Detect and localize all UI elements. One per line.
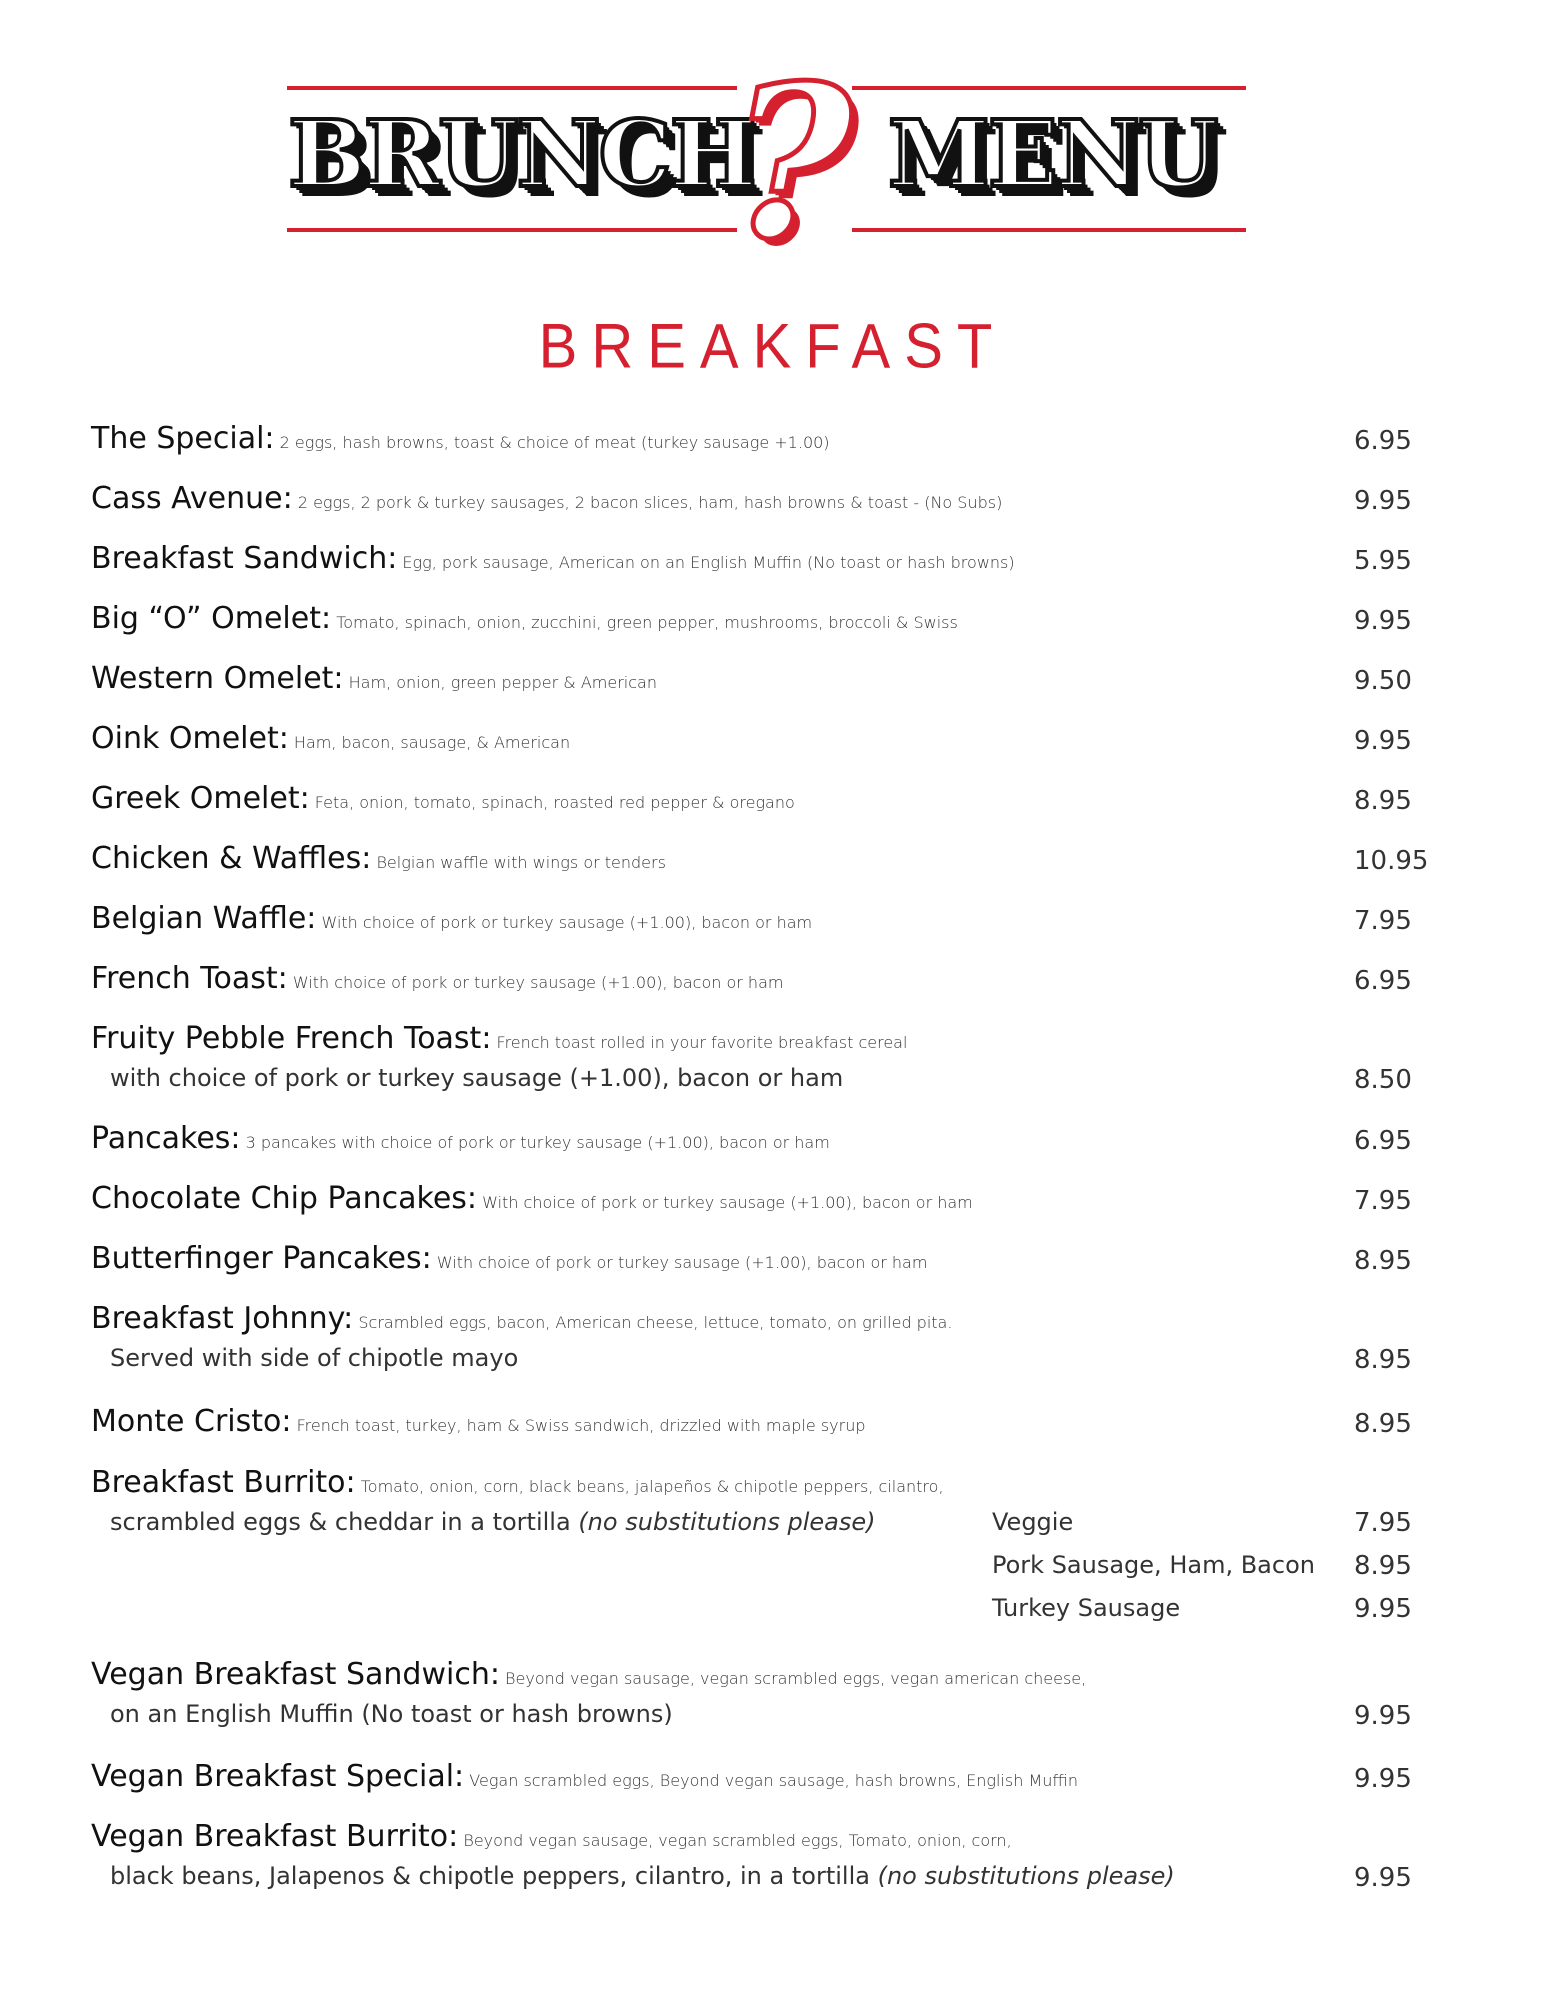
item-description: Beyond vegan sausage, vegan scrambled eggs, vegan american cheese, (505, 1669, 1087, 1688)
item-description: Scrambled eggs, bacon, American cheese, lettuce, tomato, on grilled pita. (358, 1313, 953, 1332)
item-price: 6.95 (1354, 1126, 1412, 1156)
item-name: Belgian Waffle: (91, 901, 317, 936)
item-name: French Toast: (91, 961, 288, 996)
item-price: 6.95 (1354, 426, 1412, 456)
item-name: Vegan Breakfast Special: (91, 1759, 465, 1794)
item-description: 2 eggs, 2 pork & turkey sausages, 2 bacon slices, ham, hash browns & toast - (No Subs) (297, 493, 1003, 512)
item-price: 9.50 (1354, 666, 1412, 696)
item-price: 6.95 (1354, 966, 1412, 996)
item-description-continued (110, 1864, 1175, 1888)
brand-left-word: BRUNCH (288, 100, 755, 208)
menu-item (91, 1181, 1431, 1216)
menu-item (91, 1241, 1431, 1276)
item-description: With choice of pork or turkey sausage (+1.00), bacon or ham (321, 913, 813, 932)
item-description: Tomato, spinach, onion, zucchini, green pepper, mushrooms, broccoli & Swiss (336, 613, 958, 632)
menu-item (91, 1301, 1431, 1375)
item-price: 5.95 (1354, 546, 1412, 576)
item-name: Chicken & Waffles: (91, 841, 372, 876)
item-description: Ham, onion, green pepper & American (348, 673, 657, 692)
item-description: Belgian waffle with wings or tenders (376, 853, 666, 872)
menu-item (91, 601, 1431, 636)
menu-item (91, 721, 1431, 756)
option-price: 9.95 (1354, 1594, 1412, 1624)
item-description: 3 pancakes with choice of pork or turkey sausage (+1.00), bacon or ham (245, 1133, 830, 1152)
header-bottom-right-rule (852, 228, 1246, 232)
menu-item (91, 661, 1431, 696)
item-note: (no substitutions please) (578, 1508, 876, 1536)
item-description: With choice of pork or turkey sausage (+1.00), bacon or ham (436, 1253, 928, 1272)
header-top-right-rule (852, 86, 1246, 90)
item-description: Beyond vegan sausage, vegan scrambled eggs, Tomato, onion, corn, (463, 1831, 1012, 1850)
item-name: Cass Avenue: (91, 481, 293, 516)
header-top-left-rule (287, 86, 737, 90)
item-price: 8.50 (1354, 1065, 1412, 1095)
item-name: Breakfast Johnny: (91, 1301, 354, 1336)
item-price: 9.95 (1354, 726, 1412, 756)
item-price: 9.95 (1354, 1863, 1412, 1893)
item-price: 9.95 (1354, 486, 1412, 516)
option-label: Turkey Sausage (992, 1594, 1181, 1622)
item-price: 9.95 (1354, 1701, 1412, 1731)
item-name: Big “O” Omelet: (91, 601, 332, 636)
item-name: The Special: (91, 421, 275, 456)
item-note: (no substitutions please) (877, 1862, 1175, 1890)
item-description: French toast rolled in your favorite breakfast cereal (496, 1033, 908, 1052)
item-price: 8.95 (1354, 1345, 1412, 1375)
item-name: Breakfast Sandwich: (91, 541, 398, 576)
item-description-continued (110, 1510, 875, 1534)
item-price: 8.95 (1354, 1409, 1412, 1439)
item-name: Vegan Breakfast Burrito: (91, 1819, 459, 1854)
item-name: Western Omelet: (91, 661, 344, 696)
item-name: Butterfinger Pancakes: (91, 1241, 432, 1276)
menu-item (91, 1759, 1431, 1794)
item-name: Vegan Breakfast Sandwich: (91, 1657, 500, 1692)
menu-item (91, 481, 1431, 516)
item-name: Greek Omelet: (91, 781, 310, 816)
menu-item (91, 781, 1431, 816)
item-description: French toast, turkey, ham & Swiss sandwich, drizzled with maple syrup (296, 1416, 866, 1435)
item-name: Chocolate Chip Pancakes: (91, 1181, 478, 1216)
brand-right-word: MENU (888, 100, 1217, 208)
menu-item (91, 961, 1431, 996)
item-price: 8.95 (1354, 786, 1412, 816)
item-price: 9.95 (1354, 606, 1412, 636)
menu-item (91, 1121, 1431, 1156)
item-description-continued: Served with side of chipotle mayo (110, 1344, 519, 1372)
item-price: 8.95 (1354, 1246, 1412, 1276)
item-price: 7.95 (1354, 906, 1412, 936)
item-name: Fruity Pebble French Toast: (91, 1021, 492, 1056)
item-price: 9.95 (1354, 1764, 1412, 1794)
menu-header (0, 0, 1545, 286)
menu-item (91, 901, 1431, 936)
item-price: 7.95 (1354, 1186, 1412, 1216)
item-name: Pancakes: (91, 1121, 241, 1156)
item-description-continued: on an English Muffin (No toast or hash browns) (110, 1700, 673, 1728)
brand-question-mark-logo: ? (730, 39, 854, 286)
item-description-text: scrambled eggs & cheddar in a tortilla (110, 1508, 571, 1536)
item-description: Vegan scrambled eggs, Beyond vegan sausage, hash browns, English Muffin (469, 1771, 1079, 1790)
item-description-continued: with choice of pork or turkey sausage (+1.00), bacon or ham (110, 1064, 844, 1092)
item-description: With choice of pork or turkey sausage (+1.00), bacon or ham (292, 973, 784, 992)
menu-item (91, 541, 1431, 576)
header-bottom-left-rule (287, 228, 737, 232)
item-description: Feta, onion, tomato, spinach, roasted red pepper & oregano (314, 793, 795, 812)
menu-item (91, 421, 1431, 456)
item-name: Oink Omelet: (91, 721, 289, 756)
menu-item (91, 841, 1431, 876)
option-label: Pork Sausage, Ham, Bacon (992, 1551, 1315, 1579)
item-price: 10.95 (1354, 846, 1429, 876)
section-title-breakfast: BREAKFAST (538, 311, 1007, 382)
menu-item (91, 1819, 1431, 1893)
option-price: 7.95 (1354, 1508, 1412, 1538)
item-description-text: black beans, Jalapenos & chipotle peppers, cilantro, in a tortilla (110, 1862, 870, 1890)
item-name: Monte Cristo: (91, 1404, 292, 1439)
item-description: With choice of pork or turkey sausage (+1.00), bacon or ham (482, 1193, 973, 1212)
item-description: 2 eggs, hash browns, toast & choice of meat (turkey sausage +1.00) (279, 433, 830, 452)
menu-item (91, 1021, 1431, 1095)
item-description: Ham, bacon, sausage, & American (293, 733, 571, 752)
item-name: Breakfast Burrito: (91, 1465, 356, 1500)
option-price: 8.95 (1354, 1551, 1412, 1581)
option-label: Veggie (992, 1508, 1074, 1536)
item-description: Egg, pork sausage, American on an English Muffin (No toast or hash browns) (402, 553, 1015, 572)
menu-item (91, 1657, 1431, 1731)
menu-item (91, 1404, 1431, 1439)
item-description: Tomato, onion, corn, black beans, jalapeños & chipotle peppers, cilantro, (360, 1477, 944, 1496)
